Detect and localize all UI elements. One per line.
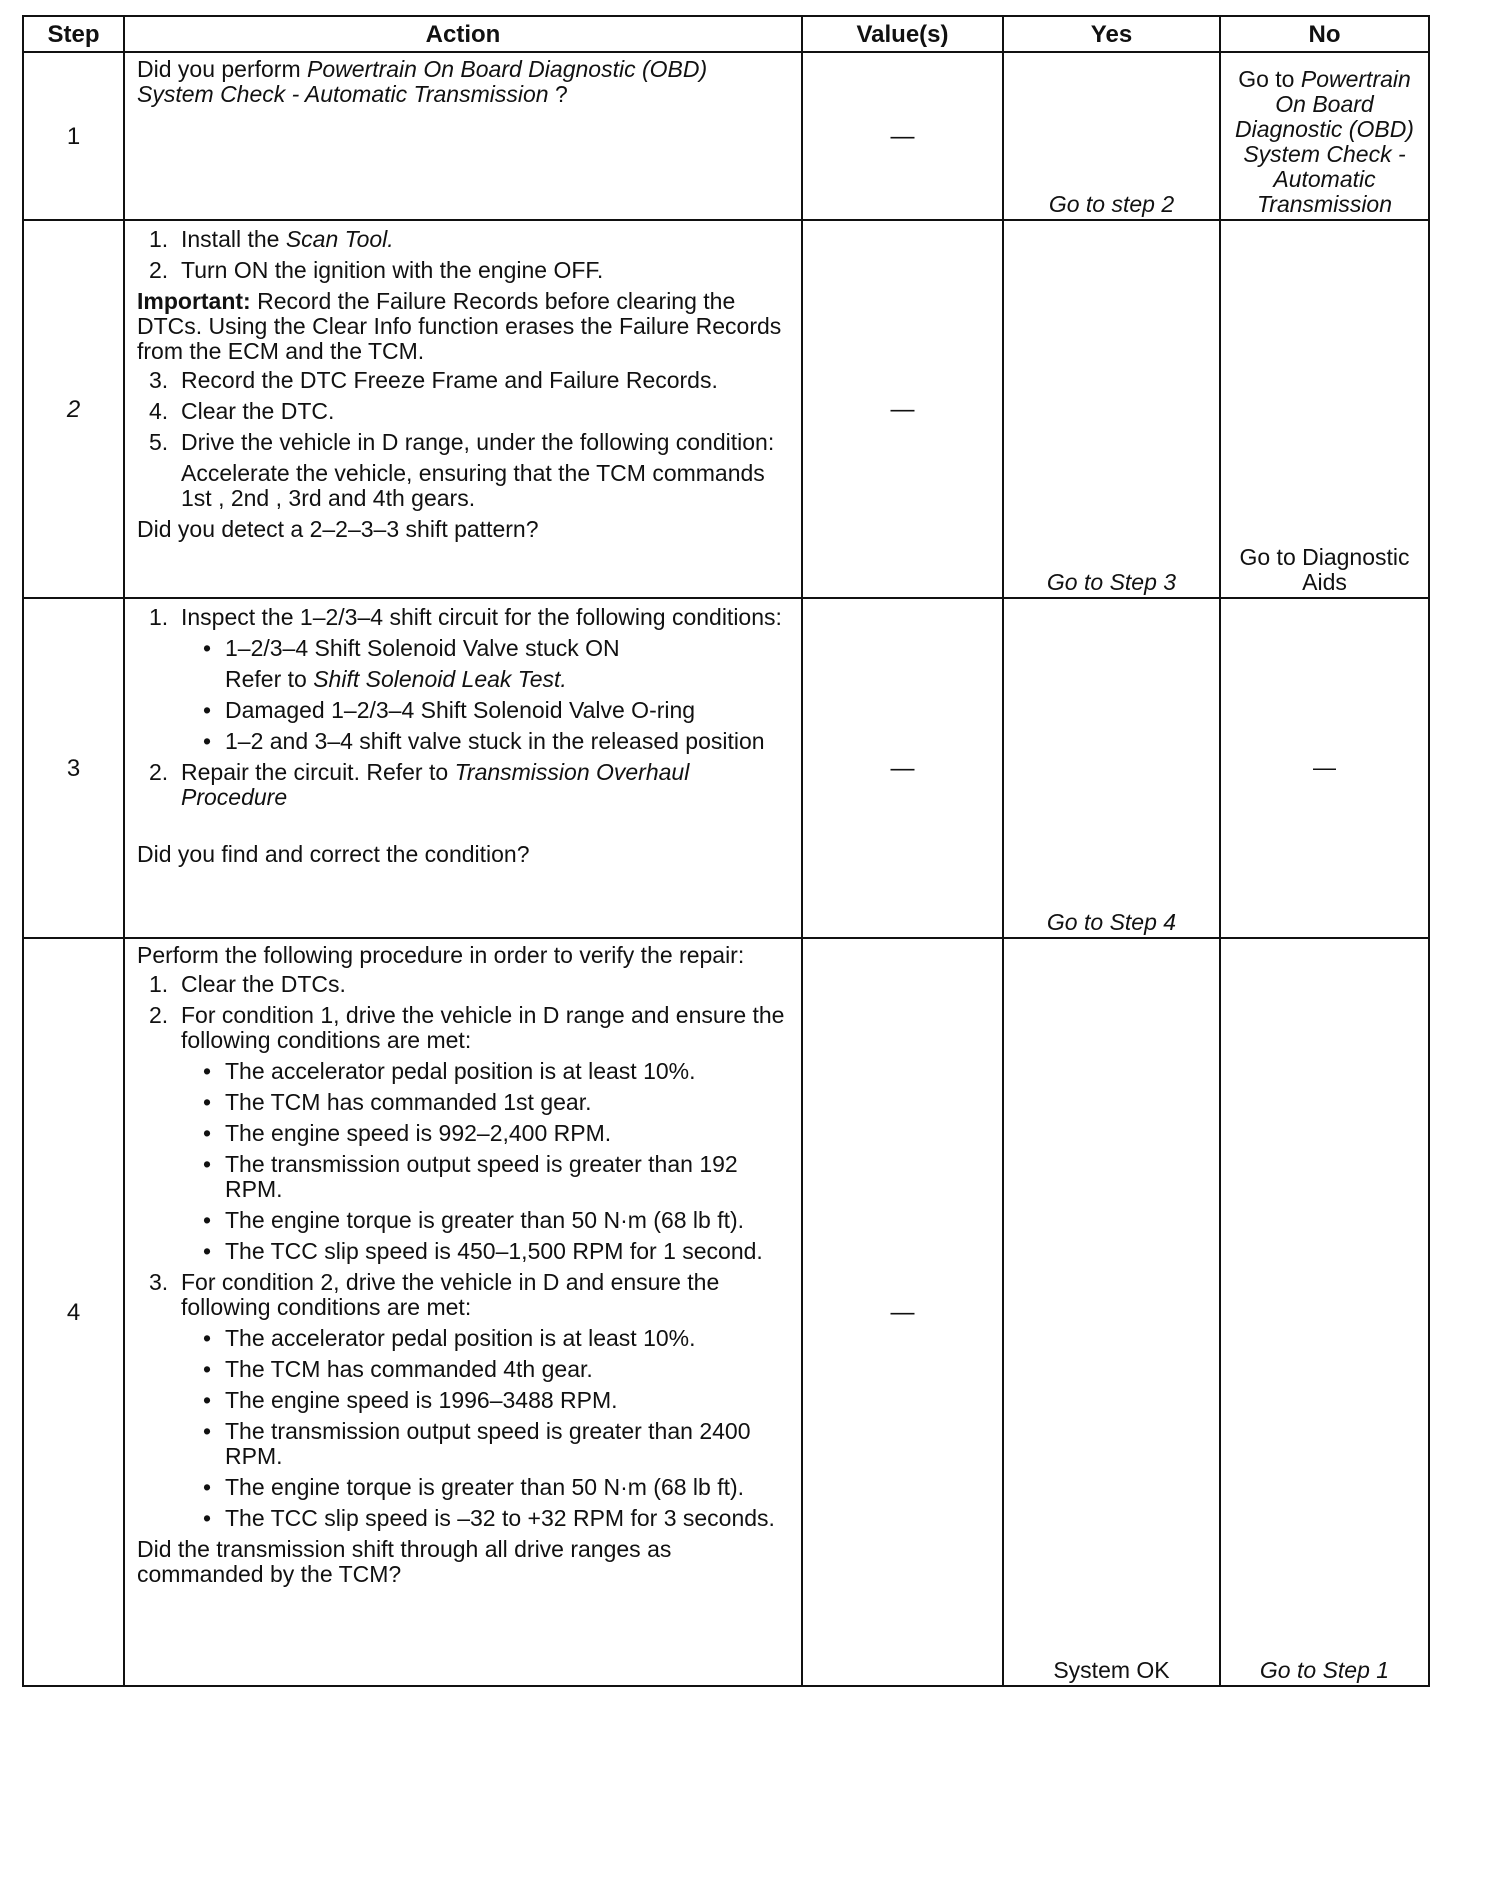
- detail-text: Refer to: [225, 666, 314, 692]
- item-text: Turn ON the ignition with the engine OFF.: [181, 257, 604, 283]
- bullet-dot: •: [203, 1120, 212, 1146]
- bullet-text: The TCM has commanded 1st gear.: [225, 1089, 592, 1115]
- bullet-text: The TCC slip speed is 450–1,500 RPM for 1 second.: [225, 1238, 763, 1264]
- table-row-step-1: [23, 52, 1429, 220]
- list-item: [137, 1270, 789, 1320]
- list-item: [137, 760, 789, 810]
- bullet-item: [137, 1326, 789, 1351]
- bullet-dot: •: [203, 1325, 212, 1351]
- action-cell: [124, 938, 802, 1686]
- step-question: Did you find and correct the condition?: [137, 841, 530, 867]
- value-cell: —: [802, 220, 1003, 598]
- step-number: 2: [23, 220, 124, 598]
- bullet-text: The transmission output speed is greater than 192 RPM.: [225, 1151, 738, 1202]
- bullet-detail: [137, 667, 789, 692]
- step-number: 4: [23, 938, 124, 1686]
- list-item: [137, 227, 789, 252]
- bullet-dot: •: [203, 1474, 212, 1500]
- yes-cell: Go to step 2: [1003, 52, 1220, 220]
- header-step: Step: [23, 16, 124, 52]
- no-cell: Go to Diagnostic Aids: [1220, 220, 1429, 598]
- item-text: Record the DTC Freeze Frame and Failure Records.: [181, 367, 718, 393]
- yes-cell: Go to Step 3: [1003, 220, 1220, 598]
- bullet-dot: •: [203, 697, 212, 723]
- item-text: Drive the vehicle in D range, under the following condition:: [181, 429, 775, 455]
- table-row-step-3: [23, 598, 1429, 938]
- yes-cell: System OK: [1003, 938, 1220, 1686]
- bullet-dot: •: [203, 1387, 212, 1413]
- bullet-text: The engine speed is 1996–3488 RPM.: [225, 1387, 618, 1413]
- procedure-reference: Powertrain On Board Diagnostic (OBD) System Check - Automatic Transmission: [137, 56, 708, 107]
- bullet-item: [137, 1208, 789, 1233]
- no-cell: —: [1220, 598, 1429, 938]
- procedure-reference: Transmission Overhaul Procedure: [181, 759, 690, 810]
- list-item: [137, 430, 789, 455]
- item-number: 1.: [149, 604, 169, 630]
- spacer: [137, 816, 789, 842]
- no-cell: [1220, 52, 1429, 220]
- item-number: 5.: [149, 429, 169, 455]
- diagnostic-table: [22, 15, 1430, 1687]
- bullet-text: 1–2/3–4 Shift Solenoid Valve stuck ON: [225, 635, 620, 661]
- value-cell: —: [802, 52, 1003, 220]
- item-number: 2.: [149, 257, 169, 283]
- bullet-item: [137, 1419, 789, 1469]
- bullet-dot: •: [203, 728, 212, 754]
- item-number: 2.: [149, 759, 169, 785]
- list-item: [137, 605, 789, 630]
- bullet-item: [137, 1388, 789, 1413]
- list-item: [137, 1003, 789, 1053]
- step-number: 3: [23, 598, 124, 938]
- bullet-text: Damaged 1–2/3–4 Shift Solenoid Valve O-ring: [225, 697, 696, 723]
- bullet-dot: •: [203, 1238, 212, 1264]
- no-prefix: Go to: [1238, 66, 1301, 92]
- item-text: For condition 2, drive the vehicle in D and ensure the following conditions are met:: [181, 1269, 720, 1320]
- bullet-dot: •: [203, 1151, 212, 1177]
- no-cell: Go to Step 1: [1220, 938, 1429, 1686]
- item-text: Clear the DTCs.: [181, 971, 346, 997]
- bullet-dot: •: [203, 635, 212, 661]
- bullet-text: The accelerator pedal position is at least 10%.: [225, 1325, 696, 1351]
- step-question: [137, 57, 789, 107]
- important-label: Important:: [137, 288, 251, 314]
- bullet-item: [137, 1121, 789, 1146]
- value-cell: —: [802, 938, 1003, 1686]
- action-cell: [124, 52, 802, 220]
- bullet-text: 1–2 and 3–4 shift valve stuck in the released position: [225, 728, 765, 754]
- bullet-text: The engine speed is 992–2,400 RPM.: [225, 1120, 612, 1146]
- important-note: [137, 289, 789, 364]
- item-number: 2.: [149, 1002, 169, 1028]
- yes-cell: Go to Step 4: [1003, 598, 1220, 938]
- table-row-step-4: [23, 938, 1429, 1686]
- question-suffix: ?: [548, 81, 568, 107]
- list-item: [137, 399, 789, 424]
- bullet-text: The TCC slip speed is –32 to +32 RPM for 3 seconds.: [225, 1505, 775, 1531]
- procedure-intro: Perform the following procedure in order to verify the repair:: [137, 942, 745, 968]
- item-text: Repair the circuit. Refer to: [181, 759, 455, 785]
- action-cell: [124, 220, 802, 598]
- bullet-dot: •: [203, 1356, 212, 1382]
- item-number: 1.: [149, 971, 169, 997]
- item-number: 3.: [149, 1269, 169, 1295]
- list-item: [137, 258, 789, 283]
- bullet-dot: •: [203, 1089, 212, 1115]
- item-text: Clear the DTC.: [181, 398, 335, 424]
- value-cell: —: [802, 598, 1003, 938]
- action-cell: [124, 598, 802, 938]
- bullet-dot: •: [203, 1058, 212, 1084]
- header-no: No: [1220, 16, 1429, 52]
- header-values: Value(s): [802, 16, 1003, 52]
- list-item: [137, 368, 789, 393]
- bullet-text: The engine torque is greater than 50 N·m (68 lb ft).: [225, 1207, 745, 1233]
- list-item: [137, 972, 789, 997]
- header-action: Action: [124, 16, 802, 52]
- question-text: Did you perform: [137, 56, 308, 82]
- bullet-item: [137, 1475, 789, 1500]
- table-row-step-2: [23, 220, 1429, 598]
- bullet-item: [137, 698, 789, 723]
- step-question: Did you detect a 2–2–3–3 shift pattern?: [137, 516, 539, 542]
- bullet-item: [137, 1357, 789, 1382]
- item-number: 4.: [149, 398, 169, 424]
- step-number: 1: [23, 52, 124, 220]
- procedure-reference: Powertrain On Board Diagnostic (OBD) System Check - Automatic Transmission: [1235, 66, 1414, 217]
- bullet-text: The accelerator pedal position is at least 10%.: [225, 1058, 696, 1084]
- item-number: 3.: [149, 367, 169, 393]
- bullet-item: [137, 1152, 789, 1202]
- step-question: Did the transmission shift through all drive ranges as commanded by the TCM?: [137, 1536, 672, 1587]
- bullet-text: The transmission output speed is greater than 2400 RPM.: [225, 1418, 751, 1469]
- bullet-item: [137, 636, 789, 661]
- list-item-detail: Accelerate the vehicle, ensuring that the TCM commands 1st , 2nd , 3rd and 4th gears.: [181, 460, 765, 511]
- bullet-item: [137, 729, 789, 754]
- item-text: Install the: [181, 226, 286, 252]
- item-number: 1.: [149, 226, 169, 252]
- procedure-reference: Shift Solenoid Leak Test.: [313, 666, 567, 692]
- item-text: For condition 1, drive the vehicle in D range and ensure the following conditions are met:: [181, 1002, 785, 1053]
- header-yes: Yes: [1003, 16, 1220, 52]
- header-row: [23, 16, 1429, 52]
- bullet-item: [137, 1059, 789, 1084]
- bullet-item: [137, 1239, 789, 1264]
- bullet-text: The TCM has commanded 4th gear.: [225, 1356, 593, 1382]
- tool-reference: Scan Tool.: [285, 226, 394, 252]
- item-text: Inspect the 1–2/3–4 shift circuit for the following conditions:: [181, 604, 782, 630]
- bullet-dot: •: [203, 1207, 212, 1233]
- bullet-item: [137, 1506, 789, 1531]
- important-text: Record the Failure Records before clearing the DTCs. Using the Clear Info function erases the Failure Records from the ECM and the TCM.: [137, 288, 782, 364]
- bullet-item: [137, 1090, 789, 1115]
- bullet-dot: •: [203, 1505, 212, 1531]
- bullet-text: The engine torque is greater than 50 N·m (68 lb ft).: [225, 1474, 745, 1500]
- bullet-dot: •: [203, 1418, 212, 1444]
